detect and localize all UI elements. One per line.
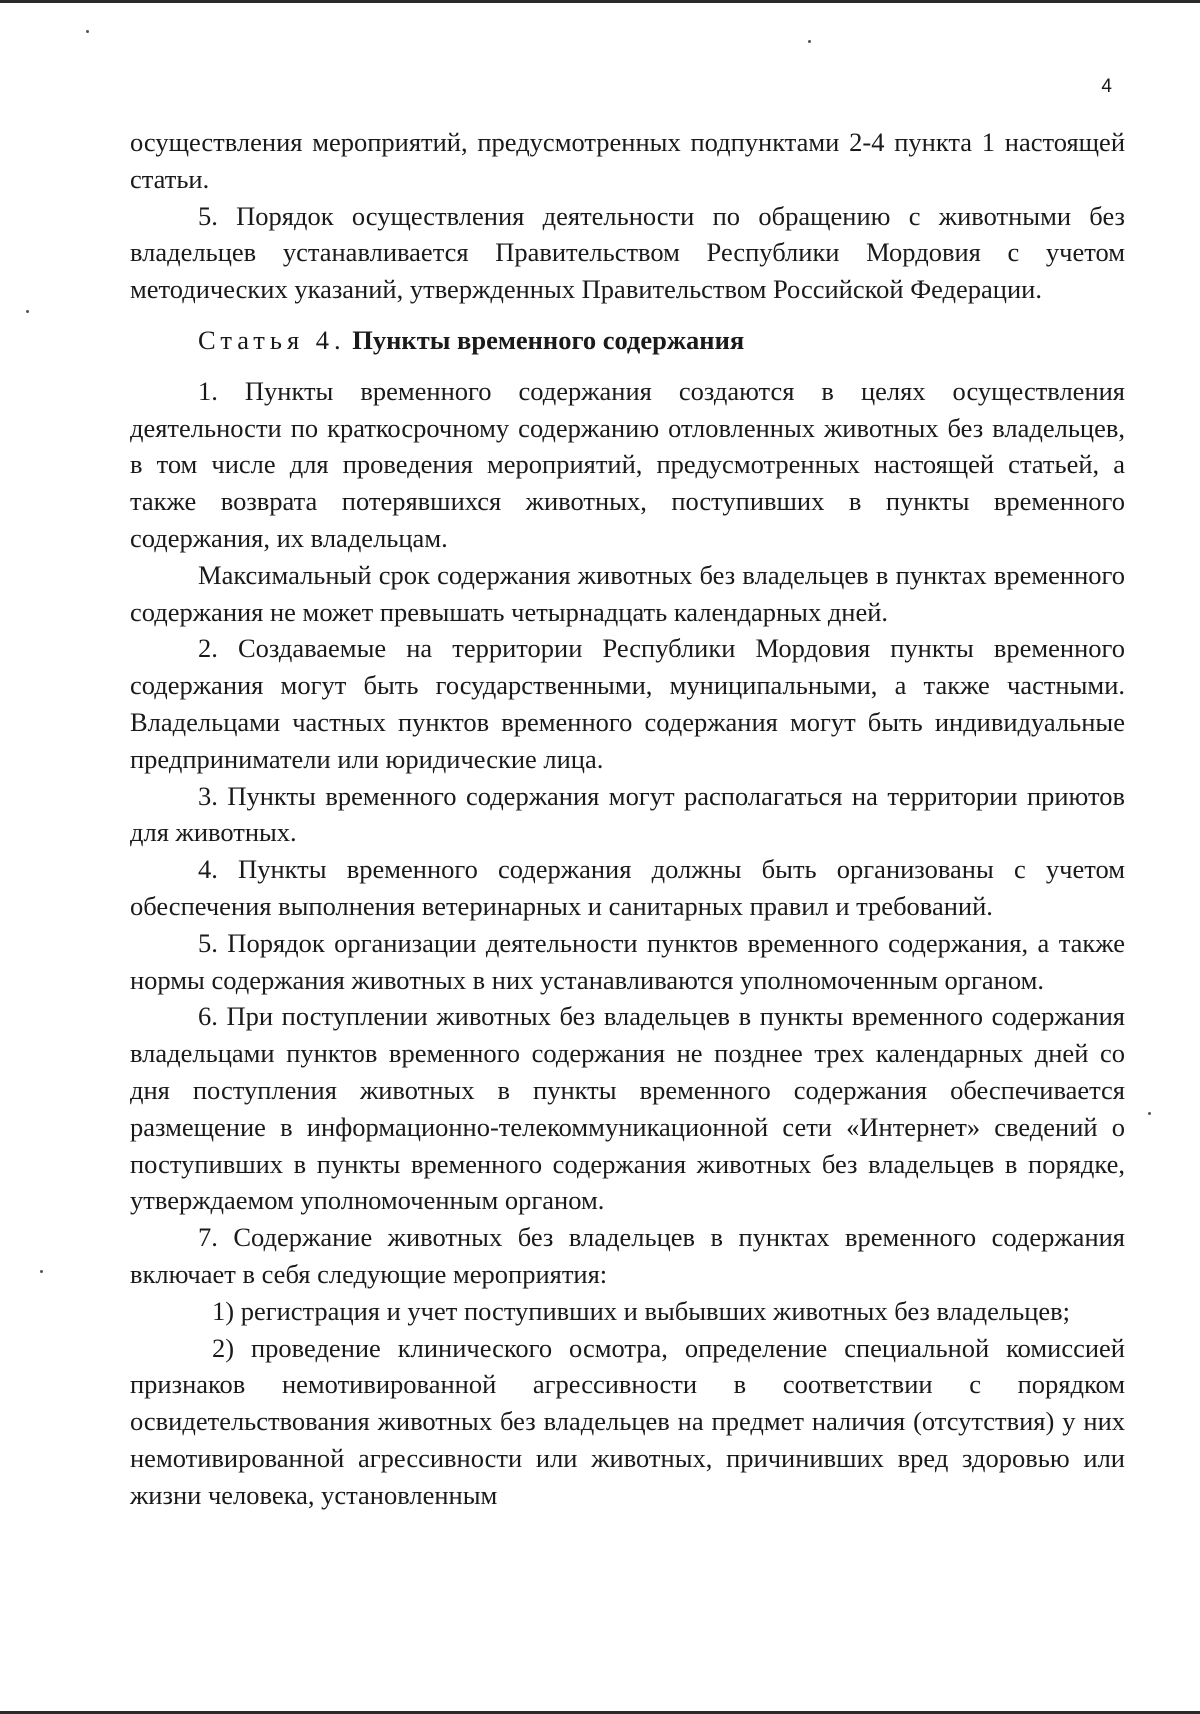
scan-speck bbox=[808, 40, 811, 43]
document-body bbox=[130, 124, 1125, 1513]
article-title: Пункты временного содержания bbox=[352, 324, 745, 355]
paragraph-continuation: осуществления мероприятий, предусмотренных подпунктами 2-4 пункта 1 настоящей статьи. bbox=[130, 127, 1125, 194]
article-subitem-2: 2) проведение клинического осмотра, определение специальной комиссией признаков немотивированной агрессивности в соответствии с порядком освидетельствования животных без владельцев на предмет наличия (отсутствия) у них немотивированной агрессивности или животных, причинивших вред здоровью или жизни человека, установленным bbox=[130, 1332, 1125, 1510]
scan-speck bbox=[26, 310, 29, 313]
article-label: Статья 4. bbox=[198, 324, 346, 355]
article-item-7: 7. Содержание животных без владельцев в пунктах временного содержания включает в себя следующие мероприятия: bbox=[130, 1222, 1125, 1289]
article-item-2: 2. Создаваемые на территории Республики Мордовия пункты временного содержания могут быть государственными, муниципальными, а также частными. Владельцами частных пунктов временного содержания могут быть индивидуальные предприниматели или юридические лица. bbox=[130, 633, 1125, 774]
article-item-1: 1. Пункты временного содержания создаются в целях осуществления деятельности по краткосрочному содержанию отловленных животных без владельцев, в том числе для проведения мероприятий, предусмотренных настоящей статьей, а также возврата потерявшихся животных, поступивших в пункты временного содержания, их владельцам. bbox=[130, 375, 1125, 553]
article-paragraph-max-term: Максимальный срок содержания животных без владельцев в пунктах временного содержания не может превышать четырнадцать календарных дней. bbox=[130, 559, 1125, 627]
article-item-6: 6. При поступлении животных без владельцев в пункты временного содержания владельцами пунктов временного содержания не позднее трех календарных дней со дня поступления животных в пункты временного содержания обеспечивается размещение в информационно-телекоммуникационной сети «Интернет» сведений о поступивших в пункты временного содержания животных без владельцев в порядке, утверждаемом уполномоченным органом. bbox=[130, 1001, 1125, 1216]
paragraph-item-5: 5. Порядок осуществления деятельности по обращению с животными без владельцев устанавливается Правительством Республики Мордовия с учетом методических указаний, утвержденных Правительством Российской Федерации. bbox=[130, 200, 1125, 305]
scan-speck bbox=[1148, 1112, 1151, 1115]
page-number: 4 bbox=[1101, 76, 1112, 97]
article-heading bbox=[130, 322, 1125, 359]
article-item-3: 3. Пункты временного содержания могут располагаться на территории приютов для животных. bbox=[130, 780, 1125, 848]
article-item-4: 4. Пункты временного содержания должны быть организованы с учетом обеспечения выполнения ветеринарных и санитарных правил и требований. bbox=[130, 854, 1125, 921]
page-edge-top bbox=[0, 0, 1200, 3]
scan-speck bbox=[40, 1270, 43, 1273]
article-subitem-1: 1) регистрация и учет поступивших и выбывших животных без владельцев; bbox=[212, 1295, 1071, 1326]
article-item-5: 5. Порядок организации деятельности пунктов временного содержания, а также нормы содержания животных в них устанавливаются уполномоченным органом. bbox=[130, 927, 1125, 995]
scan-speck bbox=[86, 30, 89, 33]
